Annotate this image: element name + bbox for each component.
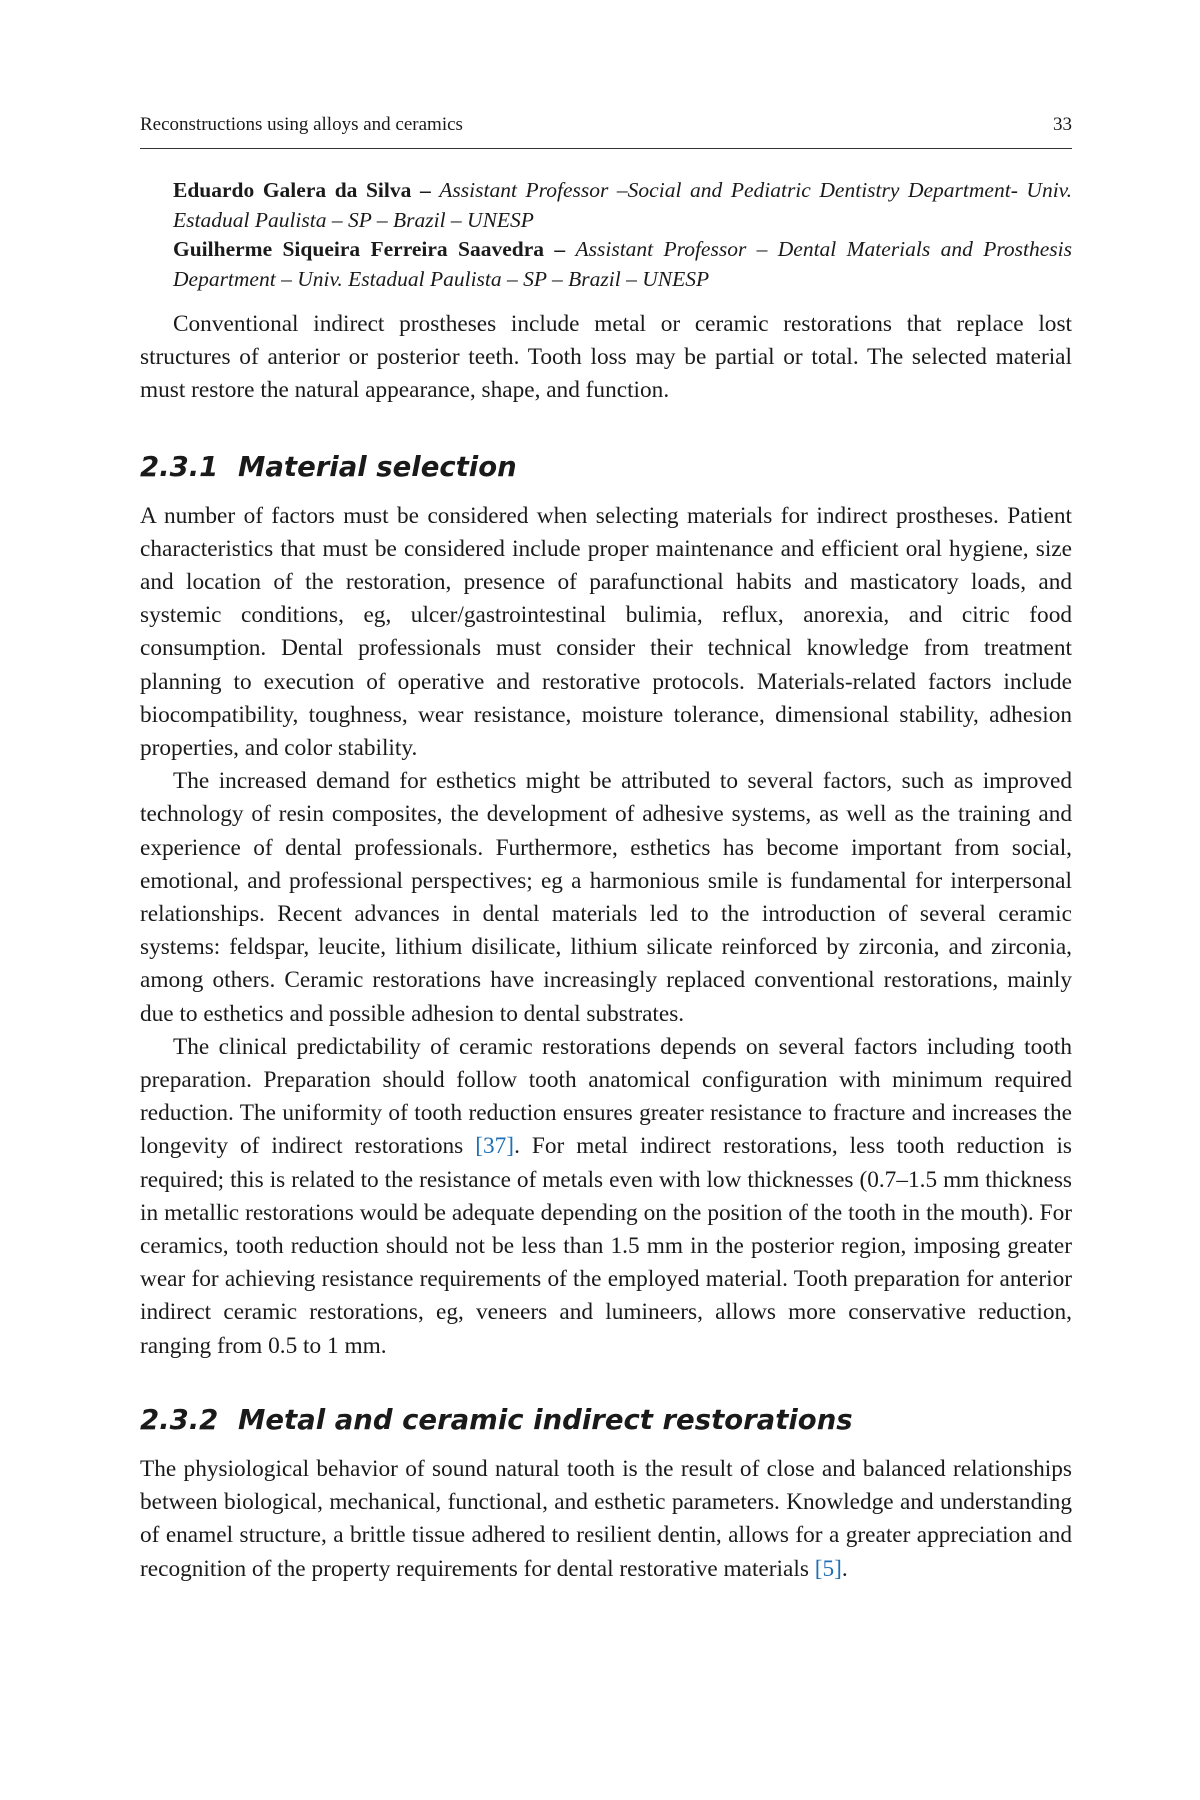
author-entry [173,235,1072,294]
author-affiliations [140,176,1072,294]
citation-link[interactable]: [37] [475,1133,515,1160]
body-paragraph: A number of factors must be considered when selecting materials for indirect prostheses. Patient characteristics that must be considered include proper maintenance and efficient oral hygiene, size and location of the restoration, presence of parafunctional habits and masticatory loads, and systemic conditions, eg, ulcer/gastrointestinal bulimia, reflux, anorexia, and citric food consumption. Dental professionals must consider their technical knowledge from treatment planning to execution of operative and restorative protocols. Materials-related factors include biocompatibility, toughness, wear resistance, moisture tolerance, dimensional stability, adhesion properties, and color stability. [140,502,1072,762]
section-number: 2.3.2 [140,1403,219,1436]
section-heading [140,450,1072,484]
author-role: Assistant Professor –Social and Pediatric Dentistry Department- Univ. Estadual Paulista – SP – Brazil – UNESP [173,178,1073,232]
page-body [140,176,1072,1586]
running-title: Reconstructions using alloys and ceramics [140,114,463,135]
author-name: Guilherme Siqueira Ferreira Saavedra – [173,237,566,261]
section-number: 2.3.1 [140,450,219,483]
paragraph-text: The clinical predictability of ceramic restorations depends on several factors including tooth preparation. Preparation should follow tooth anatomical configuration with minimum required reduction. The uniformity of tooth reduction ensures greater resistance to fracture and increases the longevity of indirect restorations [140,1033,1072,1160]
body-paragraph [140,1453,1072,1586]
running-header [140,114,1072,149]
author-entry [173,176,1072,235]
paragraph-text: . [841,1555,848,1582]
citation-link[interactable]: [5] [814,1555,842,1582]
body-paragraph [140,1031,1072,1363]
page-number: 33 [1053,114,1072,135]
section-heading [140,1403,1072,1437]
author-name: Eduardo Galera da Silva – [173,178,431,202]
author-role: Assistant Professor – Dental Materials and Prosthesis Department – Univ. Estadual Paulista – SP – Brazil – UNESP [173,237,1072,291]
paragraph-text: The physiological behavior of sound natural tooth is the result of close and balanced relationships between biological, mechanical, functional, and esthetic parameters. Knowledge and understanding of enamel structure, a brittle tissue adhered to resilient dentin, allows for a greater appreciation and recognition of the property requirements for dental restorative materials [140,1455,1072,1582]
body-paragraph: The increased demand for esthetics might be attributed to several factors, such as improved technology of resin composites, the development of adhesive systems, as well as the training and experience of dental professionals. Furthermore, esthetics has become important from social, emotional, and professional perspectives; eg a harmonious smile is fundamental for interpersonal relationships. Recent advances in dental materials led to the introduction of several ceramic systems: feldspar, leucite, lithium disilicate, lithium silicate reinforced by zirconia, and zirconia, among others. Ceramic restorations have increasingly replaced conventional restorations, mainly due to esthetics and possible adhesion to dental substrates. [140,768,1072,1027]
paragraph-text: . For metal indirect restorations, less tooth reduction is required; this is related to the resistance of metals even with low thicknesses (0.7–1.5 mm thickness in metallic restorations would be adequate depending on the position of the tooth in the mouth). For ceramics, tooth reduction should not be less than 1.5 mm in the posterior region, imposing greater wear for achieving resistance requirements of the employed material. Tooth preparation for anterior indirect ceramic restorations, eg, veneers and lumineers, allows more conservative reduction, ranging from 0.5 to 1 mm. [140,1133,1072,1359]
intro-paragraph: Conventional indirect prostheses include metal or ceramic restorations that replace lost structures of anterior or posterior teeth. Tooth loss may be partial or total. The selected material must restore the natural appearance, shape, and function. [140,311,1072,404]
section-title: Material selection [238,450,517,483]
section-title: Metal and ceramic indirect restorations [238,1403,853,1436]
